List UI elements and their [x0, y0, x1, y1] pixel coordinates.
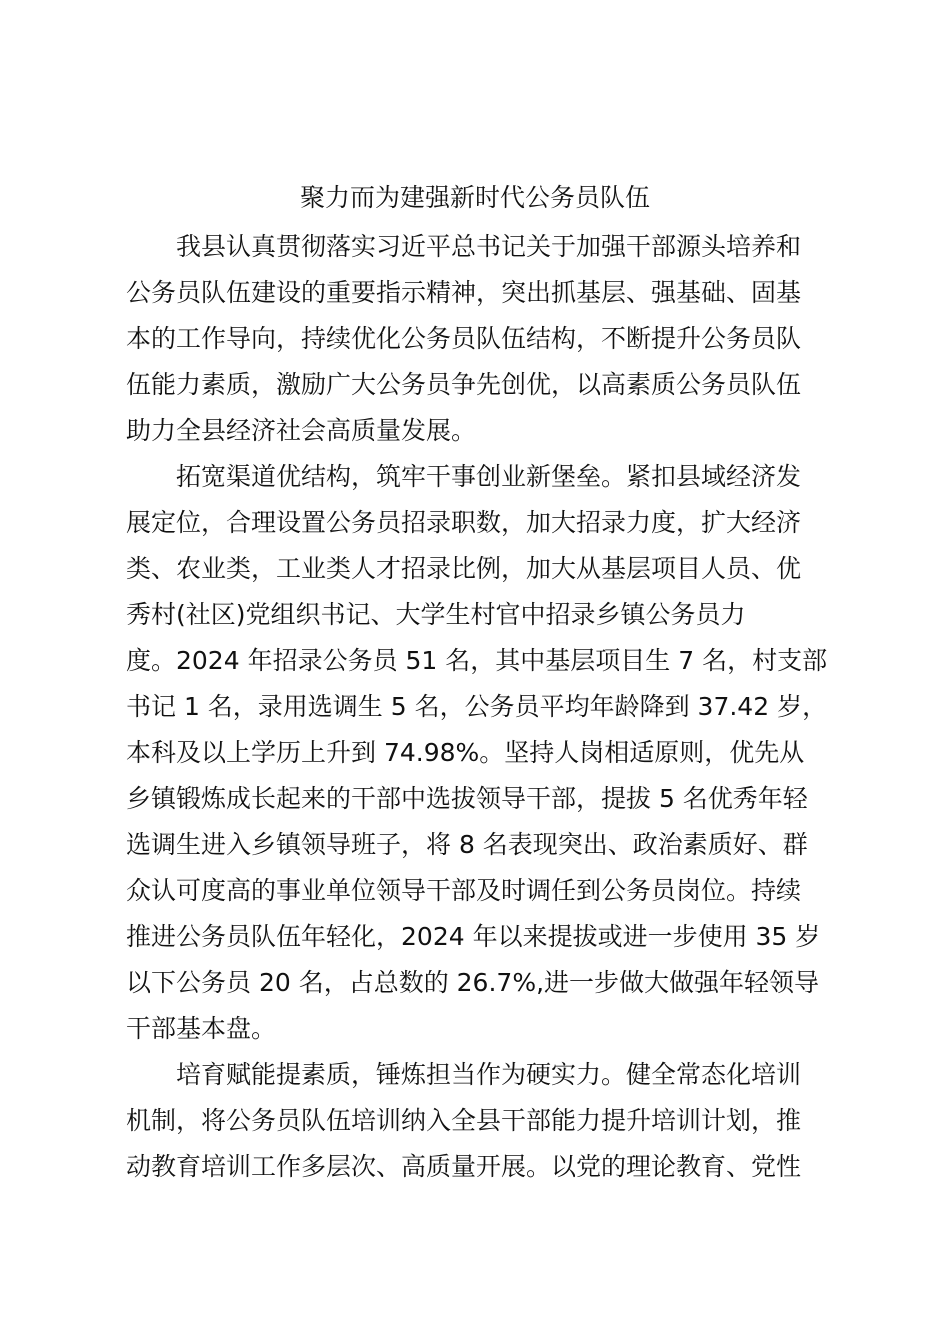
text-line: 本科及以上学历上升到 74.98%。坚持人岗相适原则，优先从	[126, 738, 805, 767]
text-line: 本的工作导向，持续优化公务员队伍结构，不断提升公务员队	[126, 324, 802, 353]
text-line: 助力全县经济社会高质量发展。	[126, 416, 477, 445]
text-line: 动教育培训工作多层次、高质量开展。以党的理论教育、党性	[126, 1152, 802, 1181]
text-line: 机制，将公务员队伍培训纳入全县干部能力提升培训计划，推	[126, 1106, 802, 1135]
text-line: 书记 1 名，录用选调生 5 名，公务员平均年龄降到 37.42 岁，	[126, 692, 828, 721]
document-body	[126, 224, 830, 1190]
text-line: 展定位，合理设置公务员招录职数，加大招录力度，扩大经济	[126, 508, 802, 537]
text-line: 伍能力素质，激励广大公务员争先创优，以高素质公务员队伍	[126, 370, 802, 399]
text-line: 度。2024 年招录公务员 51 名，其中基层项目生 7 名，村支部	[126, 646, 828, 675]
text-line: 乡镇锻炼成长起来的干部中选拔领导干部，提拔 5 名优秀年轻	[126, 784, 808, 813]
text-line: 推进公务员队伍年轻化，2024 年以来提拔或进一步使用 35 岁	[126, 922, 821, 951]
text-line: 类、农业类，工业类人才招录比例，加大从基层项目人员、优	[126, 554, 802, 583]
text-line: 拓宽渠道优结构，筑牢干事创业新堡垒。紧扣县域经济发	[176, 462, 802, 491]
text-line: 公务员队伍建设的重要指示精神，突出抓基层、强基础、固基	[126, 278, 802, 307]
text-line: 秀村(社区)党组织书记、大学生村官中招录乡镇公务员力	[126, 600, 746, 629]
text-line: 众认可度高的事业单位领导干部及时调任到公务员岗位。持续	[126, 876, 802, 905]
text-line: 选调生进入乡镇领导班子，将 8 名表现突出、政治素质好、群	[126, 830, 808, 859]
text-line: 以下公务员 20 名，占总数的 26.7%,进一步做大做强年轻领导	[126, 968, 820, 997]
text-line: 干部基本盘。	[126, 1014, 277, 1043]
text-line: 培育赋能提素质，锤炼担当作为硬实力。健全常态化培训	[176, 1060, 802, 1089]
document-title: 聚力而为建强新时代公务员队伍	[299, 183, 650, 212]
text-line: 我县认真贯彻落实习近平总书记关于加强干部源头培养和	[176, 232, 802, 261]
